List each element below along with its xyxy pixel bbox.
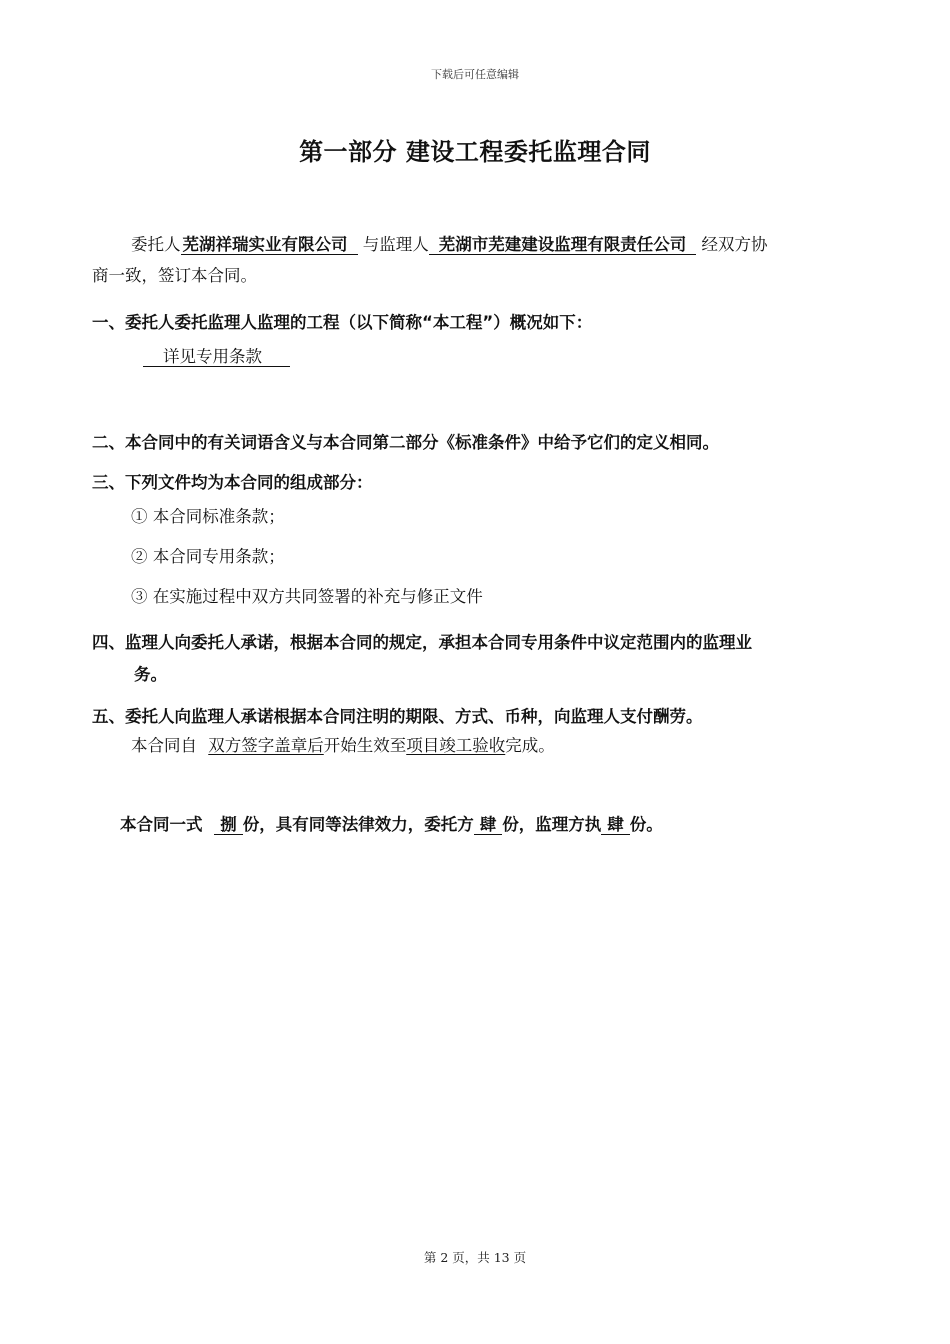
- copies-total: 捌: [214, 816, 243, 835]
- list-item: ② 本合同专用条款；: [131, 547, 285, 566]
- section-2-heading: 二、本合同中的有关词语含义与本合同第二部分《标准条件》中给予它们的定义相同。: [92, 433, 719, 452]
- supervisor-prefix: 与监理人: [362, 235, 429, 254]
- intro-line-2: 商一致，签订本合同。: [92, 266, 257, 285]
- effect-start: 双方签字盖章后: [208, 736, 324, 755]
- copies-middle-1: 份，具有同等法律效力，委托方: [242, 815, 474, 834]
- section-1-detail-wrapper: [143, 348, 290, 367]
- copies-client: 肆: [474, 816, 503, 835]
- page-title: 第一部分 建设工程委托监理合同: [299, 138, 651, 166]
- header-note: 下载后可任意编辑: [431, 68, 519, 81]
- section-3-heading: 三、下列文件均为本合同的组成部分：: [92, 473, 373, 492]
- intro-line-1: [131, 236, 768, 255]
- section-4-line-2: 务。: [134, 665, 167, 684]
- list-item: ③ 在实施过程中双方共同签署的补充与修正文件: [131, 587, 483, 606]
- section-1-heading: 一、委托人委托监理人监理的工程（以下简称“本工程”）概况如下：: [92, 313, 593, 332]
- effect-end: 项目竣工验收: [406, 736, 506, 755]
- supervisor-name: 芜湖市芜建建设监理有限责任公司: [429, 236, 697, 255]
- effect-middle: 开始生效至: [323, 736, 407, 755]
- copies-supervisor: 肆: [601, 816, 630, 835]
- client-name: 芜湖祥瑞实业有限公司: [181, 236, 358, 255]
- section-5-heading: 五、委托人向监理人承诺根据本合同注明的期限、方式、币种，向监理人支付酬劳。: [92, 707, 703, 726]
- client-prefix: 委托人: [131, 235, 181, 254]
- copies-suffix: 份。: [629, 815, 663, 834]
- copies-line: [120, 811, 663, 835]
- page-footer: 第 2 页，共 13 页: [423, 1250, 527, 1265]
- list-item: ① 本合同标准条款；: [131, 507, 285, 526]
- effect-prefix: 本合同自: [131, 736, 197, 755]
- intro-suffix: 经双方协: [701, 235, 768, 254]
- effect-suffix: 完成。: [505, 736, 555, 755]
- copies-prefix: 本合同一式: [120, 815, 203, 834]
- copies-middle-2: 份，监理方执: [502, 815, 602, 834]
- section-4-line-1: 四、监理人向委托人承诺，根据本合同的规定，承担本合同专用条件中议定范围内的监理业: [92, 633, 752, 652]
- effect-line: [131, 738, 555, 755]
- section-1-detail: 详见专用条款: [143, 348, 290, 367]
